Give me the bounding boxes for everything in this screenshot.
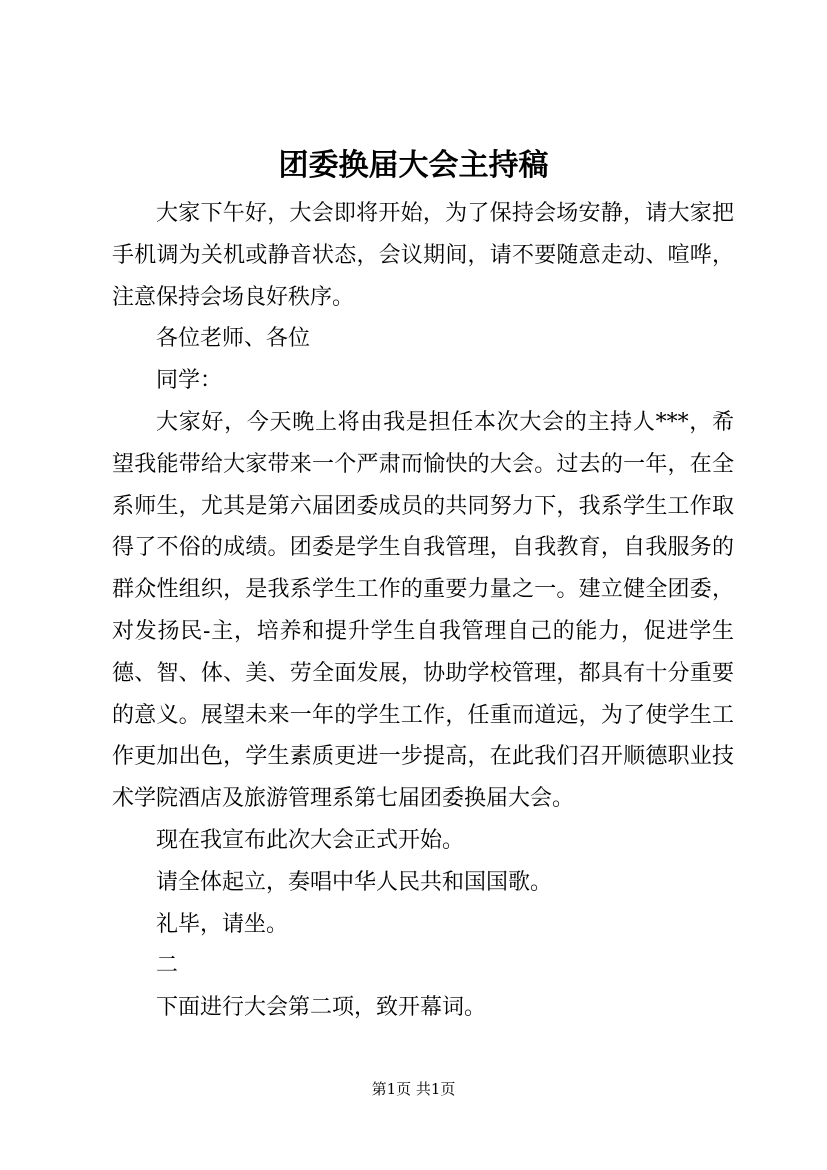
paragraph-be-seated: 礼毕，请坐。 <box>156 911 289 937</box>
page-number-footer: 第1页 共1页 <box>371 1080 456 1098</box>
paragraph-greeting-students: 同学： <box>156 368 223 394</box>
paragraph-opening-speech: 下面进行大会第二项，致开幕词。 <box>156 995 487 1021</box>
paragraph-greeting-teachers: 各位老师、各位 <box>156 326 311 352</box>
paragraph-announce-start: 现在我宣布此次大会正式开始。 <box>156 827 465 853</box>
paragraph-introduction: 大家好，今天晚上将由我是担任本次大会的主持人***，希望我能带给大家带来一个严肃而愉快的大会。过去的一年，在全系师生，尤其是第六届团委成员的共同努力下，我系学生工作取得了不俗的成绩。团委是学生自我管理，自我教育，自我服务的群众性组织，是我系学生工作的重要力量之一。建立健全团委，对发扬民-主，培养和提升学生自我管理自己的能力，促进学生德、智、体、美、劳全面发展，协助学校管理，都具有十分重要的意义。展望未来一年的学生工作，任重而道远，为了使学生工作更加出色，学生素质更进一步提高，在此我们召开顺德职业技术学院酒店及旅游管理系第七届团委换届大会。 <box>112 409 734 812</box>
document-body <box>112 193 734 1029</box>
paragraph-section-two: 二 <box>156 953 179 979</box>
paragraph-opening-notice: 大家下午好，大会即将开始，为了保持会场安静，请大家把手机调为关机或静音状态，会议期间，请不要随意走动、喧哗，注意保持会场良好秩序。 <box>112 201 734 310</box>
document-title: 团委换届大会主持稿 <box>278 148 549 183</box>
paragraph-national-anthem: 请全体起立，奏唱中华人民共和国国歌。 <box>156 869 553 895</box>
